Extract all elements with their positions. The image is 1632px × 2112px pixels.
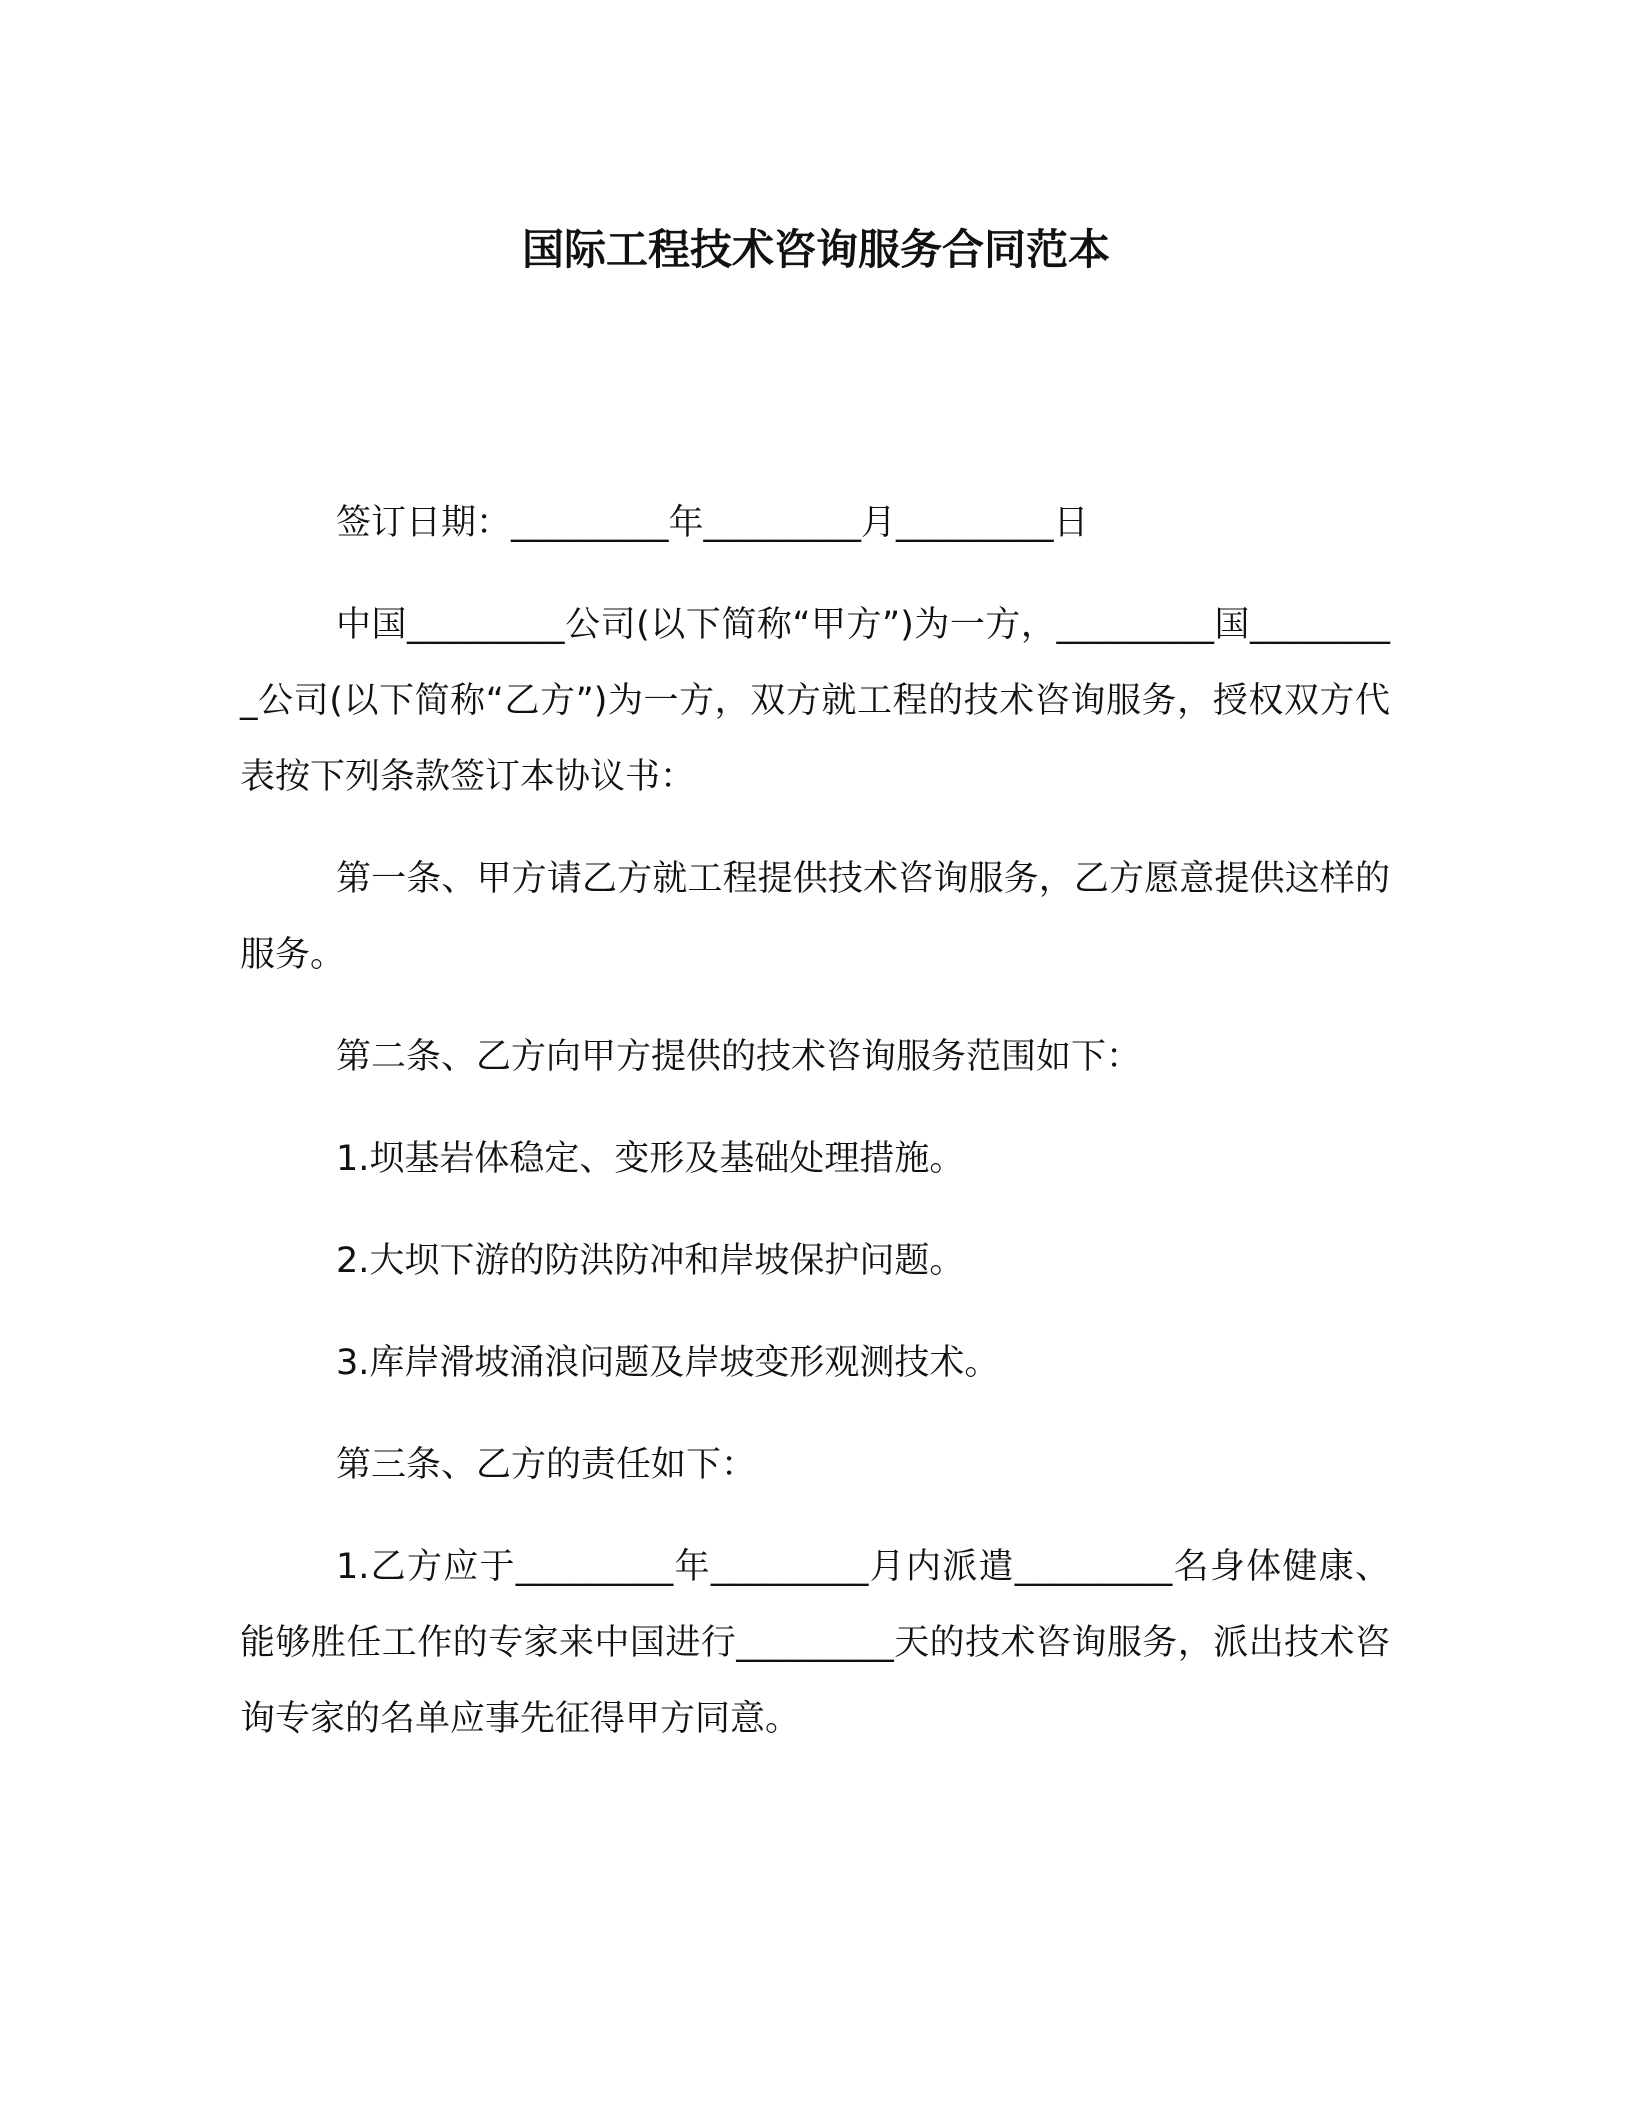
document-body	[240, 485, 1390, 1783]
article-2-item-2: 2.大坝下游的防洪防冲和岸坡保护问题。	[336, 1241, 965, 1281]
article-3: 第三条、乙方的责任如下：	[336, 1445, 757, 1485]
document-title: 国际工程技术咨询服务合同范本	[521, 225, 1110, 274]
article-3-item-1: 1.乙方应于_________年_________月内派遣_________名身体健康、能够胜任工作的专家来中国进行_________天的技术咨询服务，派出技术咨询专家的名单应事先征得甲方同意。	[240, 1547, 1390, 1739]
article-2-item-1: 1.坝基岩体稳定、变形及基础处理措施。	[336, 1139, 965, 1179]
article-1: 第一条、甲方请乙方就工程提供技术咨询服务，乙方愿意提供这样的服务。	[240, 859, 1390, 975]
article-2-item-3: 3.库岸滑坡涌浪问题及岸坡变形观测技术。	[336, 1343, 1000, 1383]
article-2: 第二条、乙方向甲方提供的技术咨询服务范围如下：	[336, 1037, 1142, 1077]
signing-date-line: 签订日期：_________年_________月_________日	[336, 503, 1089, 543]
parties-paragraph: 中国_________公司(以下简称“甲方”)为一方，_________国_________公司(以下简称“乙方”)为一方，双方就工程的技术咨询服务，授权双方代表按下列条款签订本协议书：	[240, 605, 1390, 797]
